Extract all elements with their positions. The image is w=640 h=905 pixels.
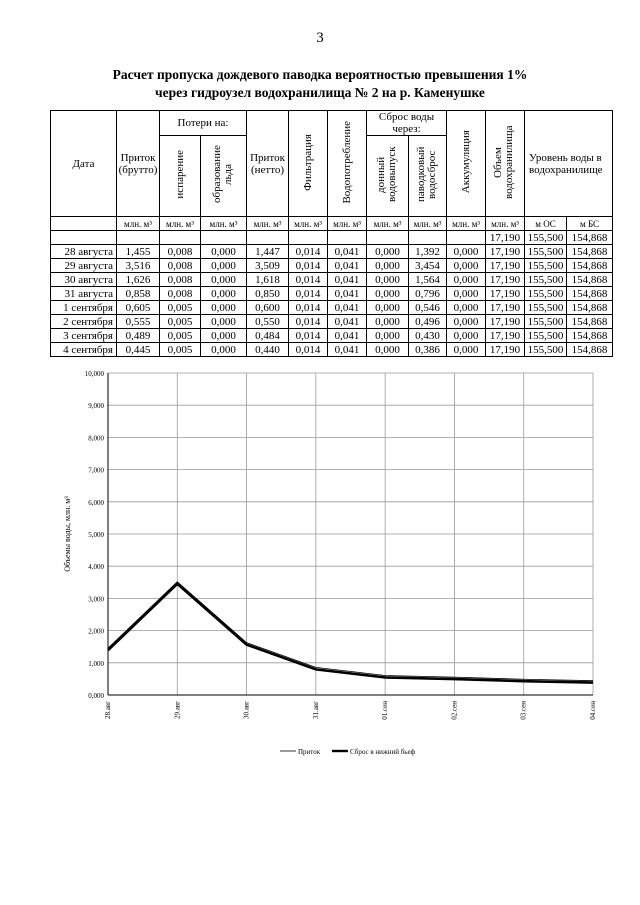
header-level: Уровень воды в водохранилище [525, 111, 613, 217]
table-row [51, 301, 613, 315]
unit-cell: млн. м³ [447, 217, 486, 231]
value-cell: 154,868 [567, 315, 613, 329]
value-cell: 0,008 [160, 245, 201, 259]
unit-cell: млн. м³ [247, 217, 289, 231]
y-tick-label: 4,000 [88, 563, 104, 572]
value-cell: 0,005 [160, 301, 201, 315]
y-tick-label: 0,000 [88, 692, 104, 700]
value-cell: 155,500 [525, 329, 567, 343]
y-axis-label: Объемы воды, млн. м³ [63, 496, 72, 572]
value-cell: 155,500 [525, 273, 567, 287]
x-tick-label: 03.сен [519, 701, 528, 720]
unit-cell: млн. м³ [201, 217, 247, 231]
unit-cell: млн. м³ [328, 217, 367, 231]
value-cell [117, 231, 160, 245]
value-cell: 155,500 [525, 259, 567, 273]
unit-cell: млн. м³ [160, 217, 201, 231]
value-cell: 0,489 [117, 329, 160, 343]
value-cell: 0,041 [328, 287, 367, 301]
value-cell: 0,041 [328, 245, 367, 259]
value-cell: 1,618 [247, 273, 289, 287]
value-cell: 0,005 [160, 315, 201, 329]
value-cell: 17,190 [486, 259, 525, 273]
value-cell: 0,041 [328, 343, 367, 357]
calculation-table [50, 110, 613, 357]
y-tick-label: 7,000 [88, 466, 104, 475]
value-cell: 0,041 [328, 273, 367, 287]
value-cell: 17,190 [486, 273, 525, 287]
value-cell: 0,000 [367, 259, 409, 273]
header-losses: Потери на: [160, 111, 247, 136]
value-cell: 0,850 [247, 287, 289, 301]
value-cell: 154,868 [567, 231, 613, 245]
value-cell: 0,605 [117, 301, 160, 315]
value-cell [160, 231, 201, 245]
header-volume [486, 111, 525, 217]
x-tick-label: 31.авг [311, 701, 320, 720]
header-ice-label: образование льда [210, 145, 234, 204]
value-cell: 0,005 [160, 343, 201, 357]
value-cell: 0,000 [367, 273, 409, 287]
header-accumulation [447, 111, 486, 217]
unit-cell: млн. м³ [409, 217, 447, 231]
header-inflow-gross: Приток (брутто) [117, 111, 160, 217]
unit-cell: млн. м³ [486, 217, 525, 231]
table-body [51, 231, 613, 357]
y-tick-label: 2,000 [88, 627, 104, 636]
y-tick-label: 1,000 [88, 659, 104, 668]
value-cell: 154,868 [567, 301, 613, 315]
value-cell: 3,516 [117, 259, 160, 273]
y-tick-label: 8,000 [88, 434, 104, 443]
value-cell: 0,008 [160, 287, 201, 301]
header-filtration [289, 111, 328, 217]
table-row [51, 343, 613, 357]
y-tick-label: 6,000 [88, 498, 104, 507]
value-cell: 0,445 [117, 343, 160, 357]
value-cell: 0,000 [447, 343, 486, 357]
value-cell: 155,500 [525, 231, 567, 245]
value-cell: 0,000 [201, 287, 247, 301]
header-inflow-net: Приток (нетто) [247, 111, 289, 217]
x-tick-label: 29.авг [173, 701, 182, 720]
value-cell: 3,509 [247, 259, 289, 273]
value-cell: 0,546 [409, 301, 447, 315]
header-evaporation-label: испарение [173, 150, 186, 199]
value-cell: 0,386 [409, 343, 447, 357]
value-cell: 0,000 [447, 329, 486, 343]
value-cell: 155,500 [525, 315, 567, 329]
date-cell: 30 августа [51, 273, 117, 287]
date-cell: 3 сентября [51, 329, 117, 343]
value-cell: 155,500 [525, 301, 567, 315]
y-tick-label: 5,000 [88, 531, 104, 539]
date-cell: 4 сентября [51, 343, 117, 357]
value-cell: 0,000 [367, 245, 409, 259]
value-cell: 0,555 [117, 315, 160, 329]
value-cell: 3,454 [409, 259, 447, 273]
value-cell: 0,000 [201, 343, 247, 357]
value-cell: 0,430 [409, 329, 447, 343]
header-bottom-outlet-label: донный водовыпуск [374, 146, 398, 203]
value-cell: 154,868 [567, 259, 613, 273]
value-cell: 155,500 [525, 287, 567, 301]
unit-cell: млн. м³ [117, 217, 160, 231]
value-cell: 0,000 [367, 329, 409, 343]
value-cell: 154,868 [567, 245, 613, 259]
value-cell: 0,014 [289, 273, 328, 287]
y-tick-label: 10,000 [84, 370, 104, 378]
value-cell: 0,000 [201, 315, 247, 329]
date-cell: 1 сентября [51, 301, 117, 315]
table-row [51, 245, 613, 259]
unit-cell: м ОС [525, 217, 567, 231]
date-cell [51, 231, 117, 245]
value-cell: 17,190 [486, 245, 525, 259]
value-cell: 17,190 [486, 231, 525, 245]
unit-cell-date [51, 217, 117, 231]
x-tick-label: 02.сен [450, 701, 459, 720]
header-date: Дата [51, 111, 117, 217]
unit-cell: млн. м³ [367, 217, 409, 231]
value-cell: 0,000 [201, 245, 247, 259]
value-cell: 0,440 [247, 343, 289, 357]
value-cell: 0,000 [447, 315, 486, 329]
unit-cell: м БС [567, 217, 613, 231]
value-cell: 0,014 [289, 245, 328, 259]
value-cell [289, 231, 328, 245]
value-cell: 0,014 [289, 287, 328, 301]
document-title [0, 66, 640, 102]
value-cell: 0,000 [447, 287, 486, 301]
value-cell: 155,500 [525, 245, 567, 259]
header-water-use [328, 111, 367, 217]
value-cell: 0,600 [247, 301, 289, 315]
value-cell [409, 231, 447, 245]
value-cell: 0,041 [328, 259, 367, 273]
table-row [51, 259, 613, 273]
value-cell: 0,014 [289, 259, 328, 273]
value-cell [447, 231, 486, 245]
date-cell: 28 августа [51, 245, 117, 259]
x-tick-label: 04.сен [589, 701, 597, 720]
header-evaporation [160, 136, 201, 217]
title-line-1: Расчет пропуска дождевого паводка вероятностью превышения 1% [112, 67, 528, 82]
header-spillway [409, 136, 447, 217]
header-accumulation-label: Аккумуляция [459, 130, 472, 194]
value-cell: 17,190 [486, 343, 525, 357]
date-cell: 31 августа [51, 287, 117, 301]
value-cell: 154,868 [567, 273, 613, 287]
page-number: 3 [316, 30, 324, 46]
table-row [51, 287, 613, 301]
value-cell [201, 231, 247, 245]
header-filtration-label: Фильтрация [301, 133, 314, 191]
header-ice [201, 136, 247, 217]
value-cell: 0,014 [289, 329, 328, 343]
header-water-use-label: Водопотребление [340, 120, 353, 204]
value-cell: 0,000 [201, 259, 247, 273]
value-cell [247, 231, 289, 245]
legend-label-inflow: Приток [298, 748, 321, 756]
table-row [51, 315, 613, 329]
value-cell: 0,000 [201, 273, 247, 287]
value-cell: 0,000 [201, 301, 247, 315]
value-cell: 0,014 [289, 343, 328, 357]
value-cell: 0,041 [328, 329, 367, 343]
value-cell: 17,190 [486, 287, 525, 301]
value-cell: 0,000 [367, 315, 409, 329]
value-cell: 17,190 [486, 329, 525, 343]
date-cell: 29 августа [51, 259, 117, 273]
value-cell: 0,014 [289, 315, 328, 329]
header-bottom-outlet [367, 136, 409, 217]
value-cell: 154,868 [567, 343, 613, 357]
value-cell: 0,000 [201, 329, 247, 343]
date-cell: 2 сентября [51, 315, 117, 329]
value-cell: 0,008 [160, 273, 201, 287]
value-cell [367, 231, 409, 245]
x-tick-label: 01.сен [381, 701, 390, 720]
value-cell: 0,000 [447, 301, 486, 315]
value-cell: 0,014 [289, 301, 328, 315]
value-cell: 0,000 [447, 273, 486, 287]
table-row [51, 329, 613, 343]
value-cell: 0,000 [447, 245, 486, 259]
flow-chart [60, 362, 620, 762]
value-cell: 0,484 [247, 329, 289, 343]
unit-cell: млн. м³ [289, 217, 328, 231]
value-cell: 0,041 [328, 315, 367, 329]
value-cell: 154,868 [567, 287, 613, 301]
value-cell: 1,564 [409, 273, 447, 287]
title-line-2: через гидроузел водохранилища № 2 на р. Каменушке [155, 85, 485, 100]
value-cell: 0,041 [328, 301, 367, 315]
value-cell: 0,008 [160, 259, 201, 273]
value-cell: 0,000 [367, 287, 409, 301]
y-tick-label: 9,000 [88, 402, 104, 411]
y-tick-label: 3,000 [88, 595, 104, 604]
series-line-inflow [108, 582, 593, 681]
value-cell: 1,447 [247, 245, 289, 259]
value-cell: 0,858 [117, 287, 160, 301]
header-spillway-label: паводковый водосброс [414, 146, 438, 203]
x-tick-label: 30.авг [242, 701, 251, 720]
x-tick-label: 28.авг [104, 701, 112, 720]
value-cell: 1,392 [409, 245, 447, 259]
table-row [51, 273, 613, 287]
legend-label-discharge: Сброс в нижний бьеф [350, 748, 416, 756]
value-cell: 0,000 [367, 343, 409, 357]
value-cell: 17,190 [486, 315, 525, 329]
value-cell: 1,626 [117, 273, 160, 287]
header-volume-label: Объем водохранилища [492, 125, 516, 199]
value-cell: 17,190 [486, 301, 525, 315]
value-cell: 154,868 [567, 329, 613, 343]
header-discharge: Сброс воды через: [367, 111, 447, 136]
value-cell: 0,550 [247, 315, 289, 329]
value-cell: 0,796 [409, 287, 447, 301]
value-cell: 0,005 [160, 329, 201, 343]
value-cell: 155,500 [525, 343, 567, 357]
initial-row [51, 231, 613, 245]
units-row [51, 217, 613, 231]
value-cell [328, 231, 367, 245]
value-cell: 0,000 [447, 259, 486, 273]
value-cell: 0,000 [367, 301, 409, 315]
value-cell: 0,496 [409, 315, 447, 329]
value-cell: 1,455 [117, 245, 160, 259]
